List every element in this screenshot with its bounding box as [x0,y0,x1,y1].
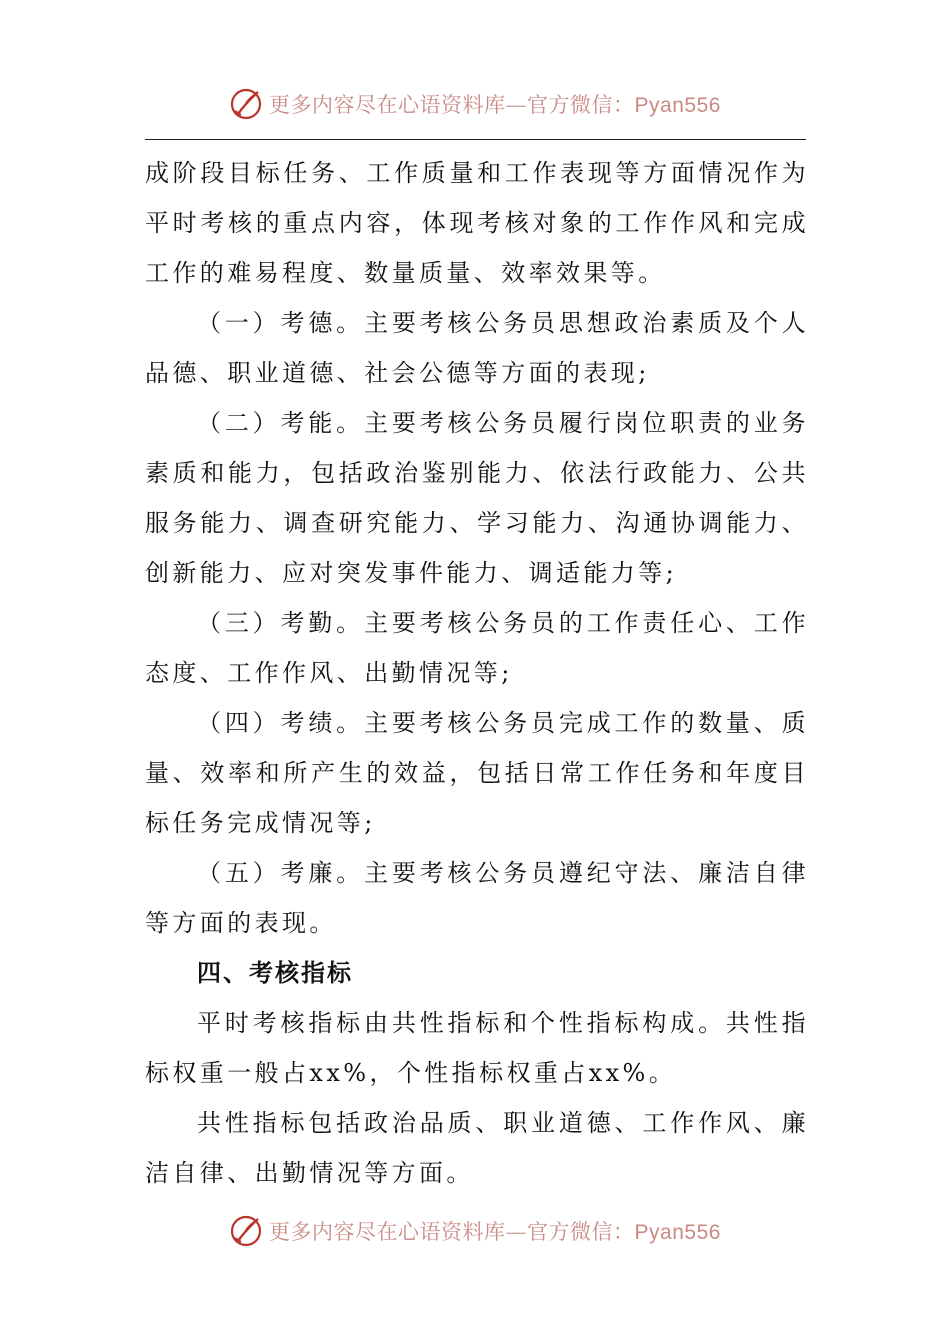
section-paragraph-2: 共性指标包括政治品质、职业道德、工作作风、廉洁自律、出勤情况等方面。 [145,1109,809,1187]
banner-wechat-label: 官方微信： [527,1220,635,1244]
paragraph-item-1: （一）考德。主要考核公务员思想政治素质及个人品德、职业道德、社会公德等方面的表现; [145,309,809,387]
banner-separator: — [505,1220,528,1244]
section-heading: 四、考核指标 [197,959,353,987]
banner-text [269,89,721,119]
paragraph-continuation: 成阶段目标任务、工作质量和工作表现等方面情况作为平时考核的重点内容，体现考核对象的工作作风和完成工作的难易程度、数量质量、效率效果等。 [145,159,809,287]
footer-banner [0,1211,950,1251]
banner-text [269,1216,721,1246]
banner-wechat-id: Pyan556 [634,94,721,117]
section-paragraph-1: 平时考核指标由共性指标和个性指标构成。共性指标权重一般占xx%，个性指标权重占xx%。 [145,1009,809,1087]
paragraph-item-2: （二）考能。主要考核公务员履行岗位职责的业务素质和能力，包括政治鉴别能力、依法行政能力、公共服务能力、调查研究能力、学习能力、沟通协调能力、创新能力、应对突发事件能力、调适能力等; [145,409,809,587]
paragraph-item-5: （五）考廉。主要考核公务员遵纪守法、廉洁自律等方面的表现。 [145,859,809,937]
header-rule [145,139,806,140]
feather-pen-logo-icon [229,1214,263,1248]
document-body [145,148,809,1198]
header-banner [0,84,950,124]
paragraph-item-3: （三）考勤。主要考核公务员的工作责任心、工作态度、工作作风、出勤情况等; [145,609,809,687]
banner-wechat-label: 官方微信： [527,93,635,117]
feather-pen-logo-icon [229,87,263,121]
paragraph-item-4: （四）考绩。主要考核公务员完成工作的数量、质量、效率和所产生的效益，包括日常工作任务和年度目标任务完成情况等; [145,709,809,837]
banner-wechat-id: Pyan556 [634,1221,721,1244]
banner-main-text: 更多内容尽在心语资料库 [269,1220,506,1244]
banner-main-text: 更多内容尽在心语资料库 [269,93,506,117]
banner-separator: — [505,93,528,117]
